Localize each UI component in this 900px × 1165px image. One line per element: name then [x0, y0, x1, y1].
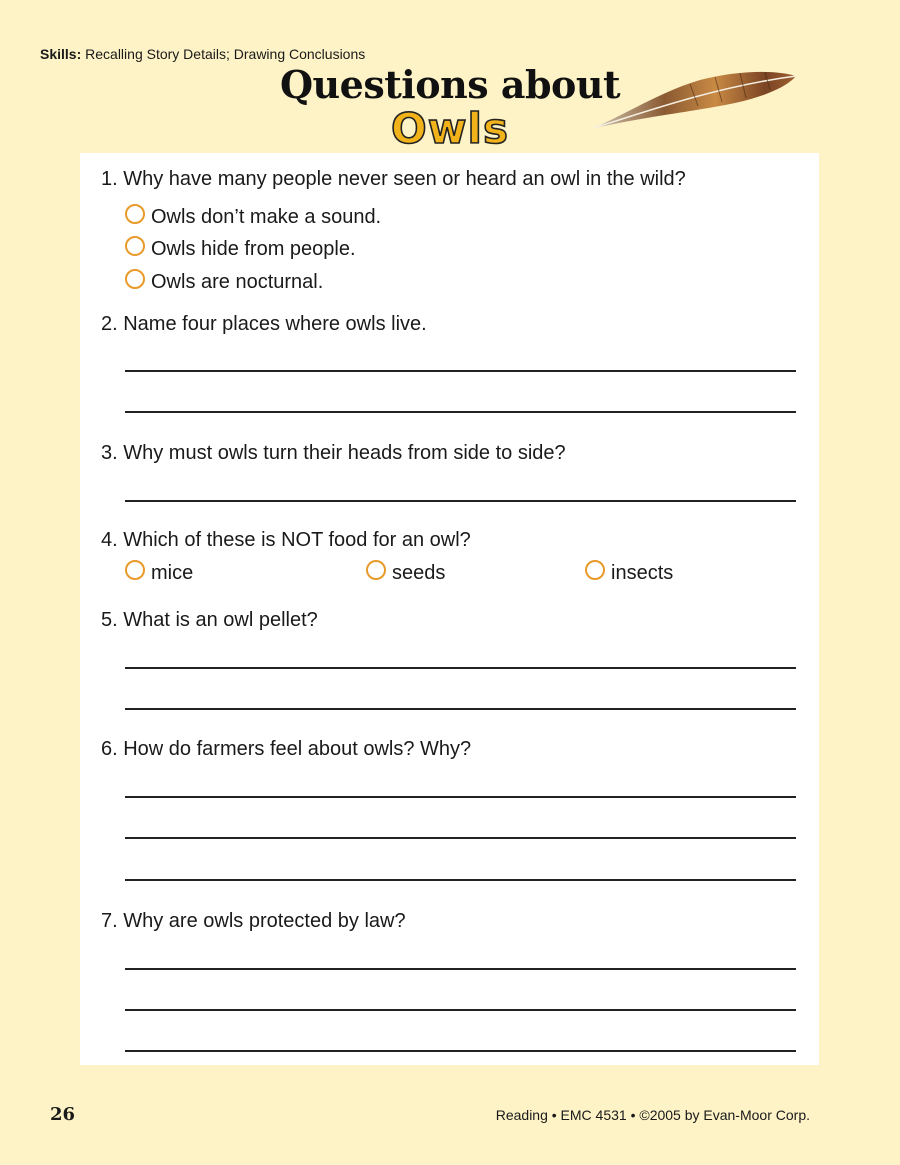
page-title-line1: Questions about — [279, 62, 621, 107]
page-title-line2: Owls — [391, 104, 509, 153]
question-3: 3. Why must owls turn their heads from side to side? — [101, 442, 566, 464]
skills-text: Recalling Story Details; Drawing Conclusions — [85, 46, 366, 62]
answer-line[interactable] — [125, 796, 796, 798]
answer-line[interactable] — [125, 708, 796, 710]
question-7: 7. Why are owls protected by law? — [101, 910, 406, 932]
radio-circle-icon[interactable] — [125, 560, 145, 580]
skills-label: Skills: — [40, 46, 82, 62]
radio-circle-icon[interactable] — [585, 560, 605, 580]
radio-circle-icon[interactable] — [125, 204, 145, 224]
question-1: 1. Why have many people never seen or heard an owl in the wild? — [101, 168, 686, 190]
radio-circle-icon[interactable] — [125, 269, 145, 289]
option-label: Owls hide from people. — [151, 238, 356, 260]
question-4: 4. Which of these is NOT food for an owl? — [101, 529, 471, 551]
q1-option-1[interactable] — [125, 206, 381, 229]
option-label: seeds — [392, 562, 446, 584]
answer-line[interactable] — [125, 411, 796, 413]
page-number: 26 — [50, 1104, 76, 1125]
radio-circle-icon[interactable] — [125, 236, 145, 256]
q4-option-insects[interactable] — [585, 562, 673, 585]
feather-icon — [590, 62, 800, 134]
option-label: mice — [151, 562, 194, 584]
footer-credit: Reading • EMC 4531 • ©2005 by Evan-Moor Corp. — [495, 1107, 810, 1123]
answer-line[interactable] — [125, 837, 796, 839]
question-2: 2. Name four places where owls live. — [101, 313, 427, 335]
question-6: 6. How do farmers feel about owls? Why? — [101, 738, 472, 760]
q1-option-3[interactable] — [125, 271, 323, 294]
q4-option-seeds[interactable] — [366, 562, 445, 585]
q1-option-2[interactable] — [125, 238, 356, 261]
answer-line[interactable] — [125, 1050, 796, 1052]
answer-line[interactable] — [125, 667, 796, 669]
answer-line[interactable] — [125, 1009, 796, 1011]
option-label: Owls don’t make a sound. — [151, 206, 382, 228]
question-5: 5. What is an owl pellet? — [101, 609, 318, 631]
skills-line — [40, 46, 365, 62]
answer-line[interactable] — [125, 500, 796, 502]
answer-line[interactable] — [125, 370, 796, 372]
answer-line[interactable] — [125, 968, 796, 970]
radio-circle-icon[interactable] — [366, 560, 386, 580]
option-label: insects — [611, 562, 674, 584]
q4-option-mice[interactable] — [125, 562, 193, 585]
option-label: Owls are nocturnal. — [151, 271, 324, 293]
answer-line[interactable] — [125, 879, 796, 881]
